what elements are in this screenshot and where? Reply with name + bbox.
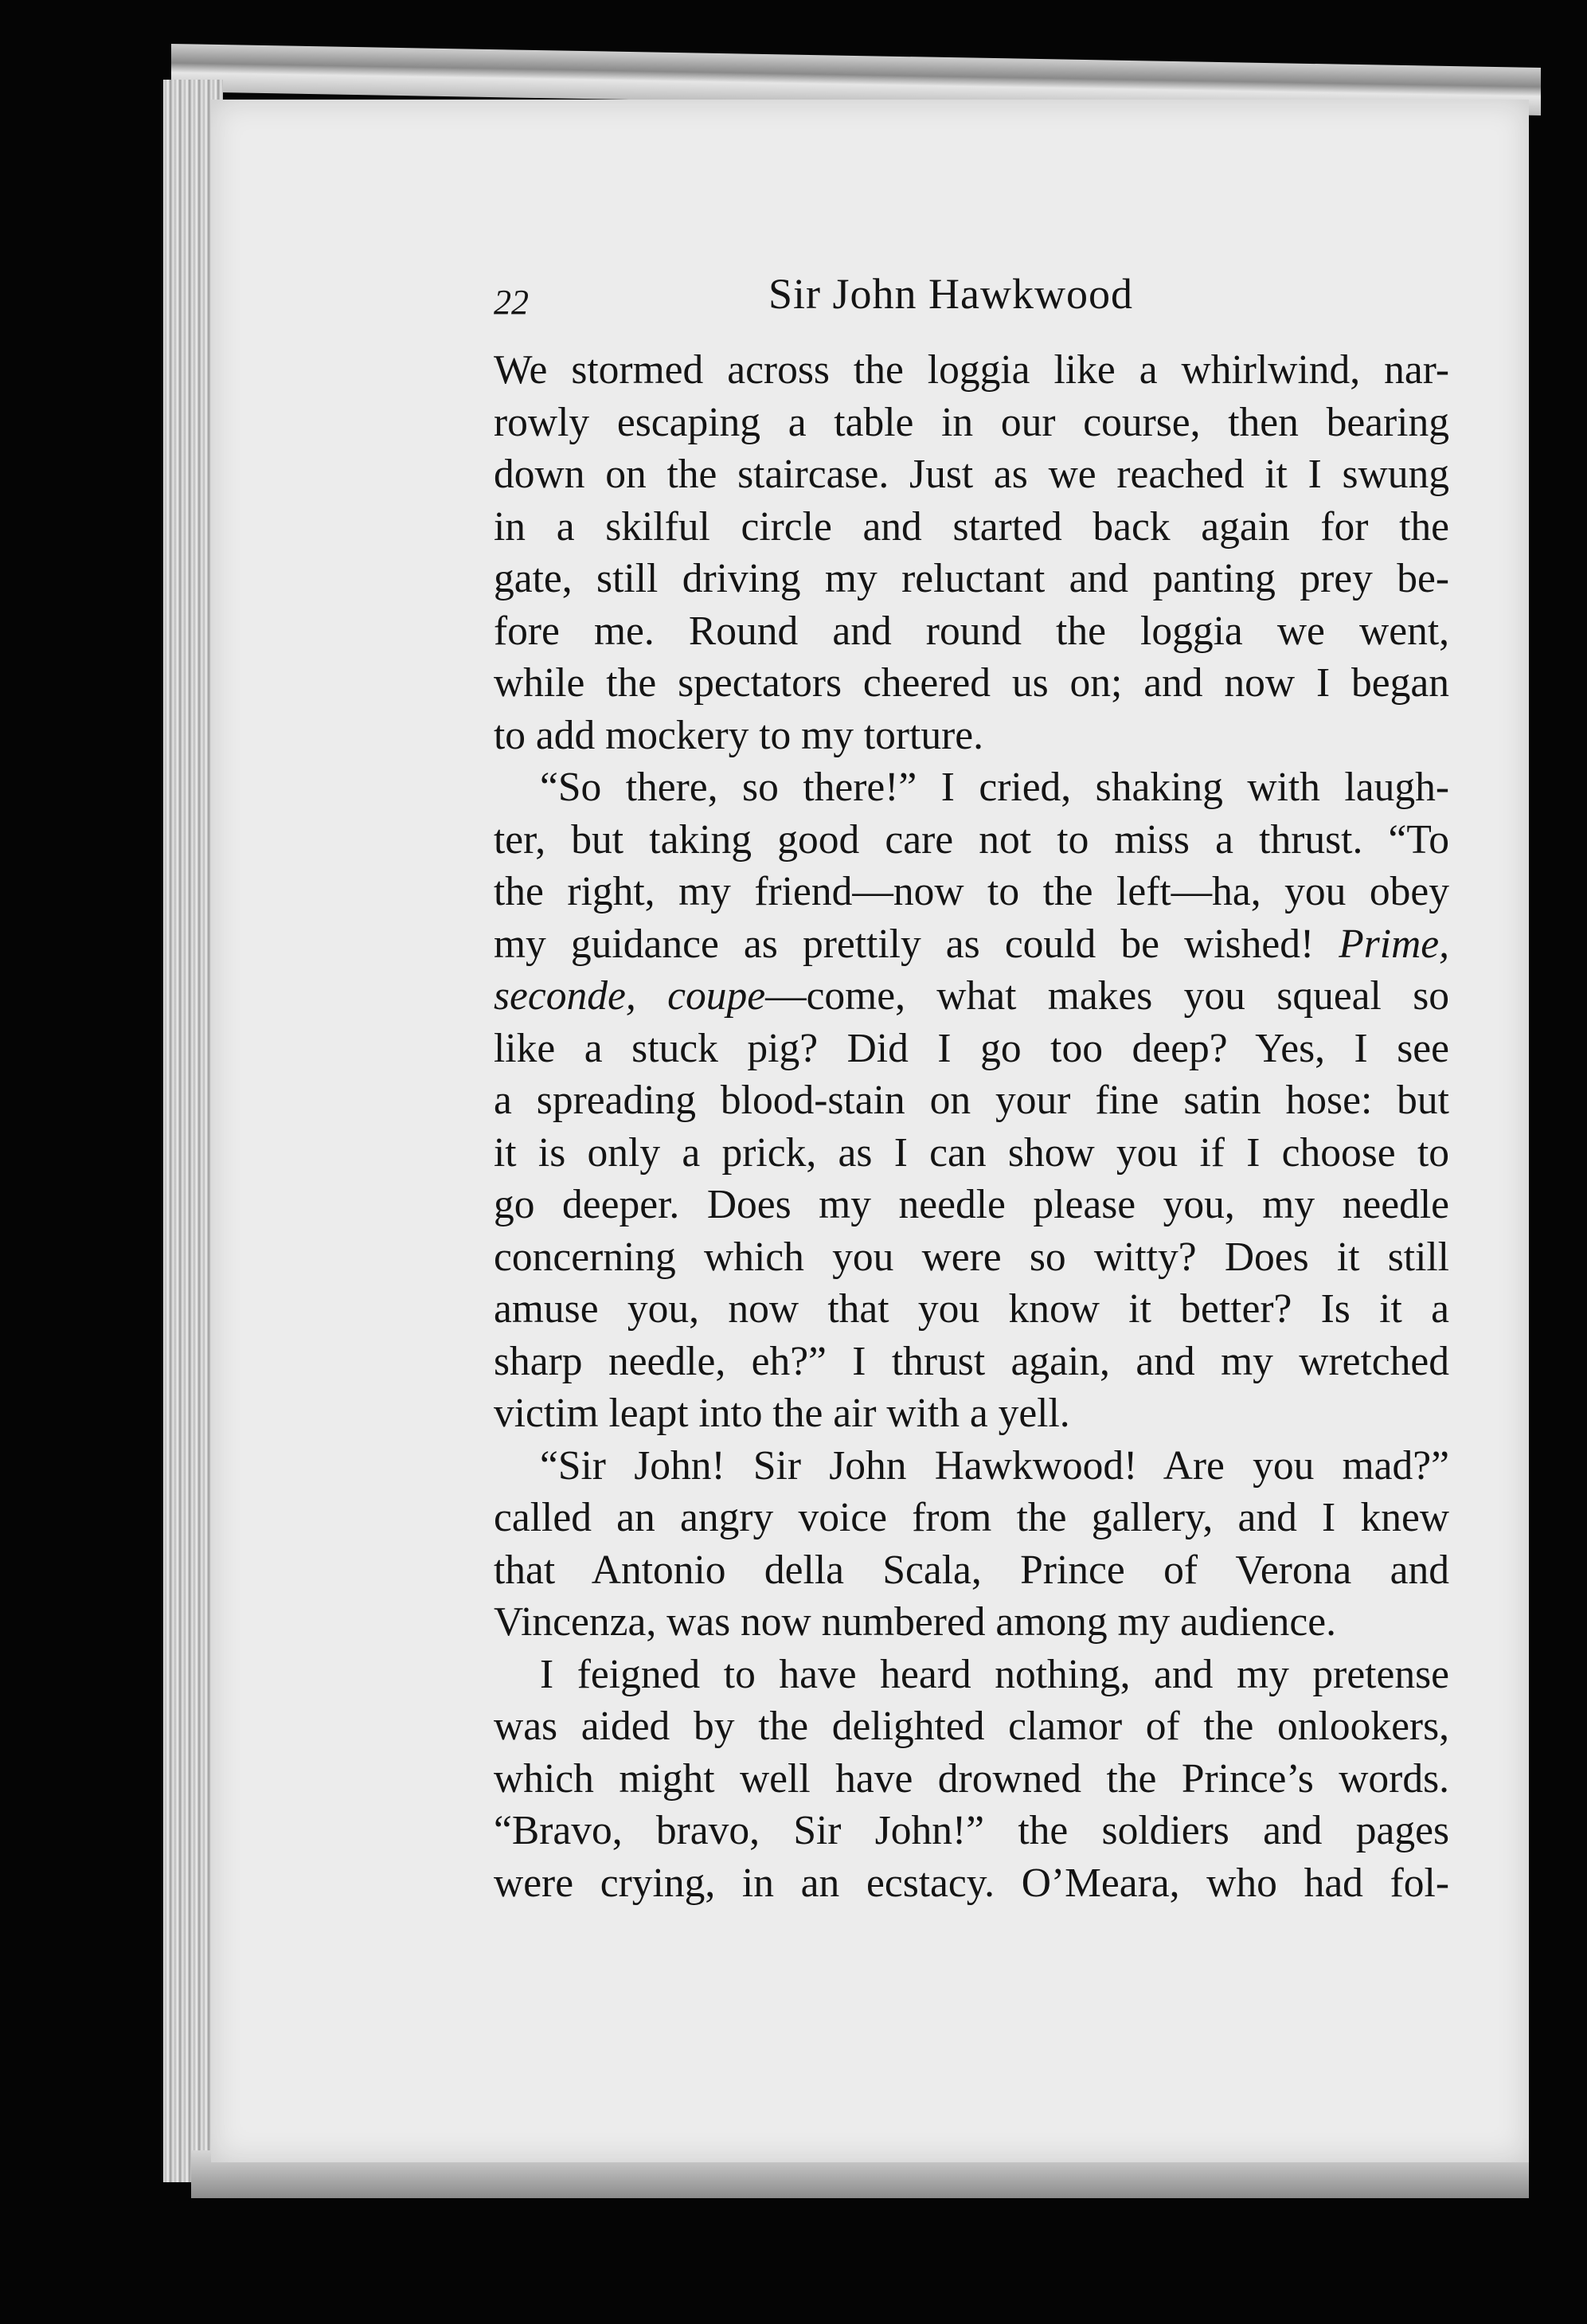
text-line: rowly escaping a table in our course, then bearing (494, 399, 1449, 445)
text-line: like a stuck pig? Did I go too deep? Yes, I see (494, 1025, 1449, 1071)
text-line: it is only a prick, as I can show you if I choose to (494, 1129, 1449, 1176)
text-line: I feigned to have heard nothing, and my pretense (540, 1651, 1449, 1697)
text-line: concerning which you were so witty? Does it still (494, 1234, 1449, 1280)
text-line: while the spectators cheered us on; and now I began (494, 660, 1449, 706)
page-header (494, 269, 1449, 325)
text-line: “So there, so there!” I cried, shaking with laugh- (540, 765, 1449, 810)
body-text (494, 344, 1449, 1909)
text-line-with-italic (494, 918, 1449, 971)
text-line: amuse you, now that you know it better? Is it a (494, 1286, 1449, 1332)
text-line: “Sir John! Sir John Hawkwood! Are you mad?” (540, 1442, 1449, 1489)
text-line: We stormed across the loggia like a whirlwind, nar- (494, 347, 1449, 393)
text-line: “Bravo, bravo, Sir John!” the soldiers and pages (494, 1808, 1449, 1853)
text-line: go deeper. Does my needle please you, my needle (494, 1182, 1449, 1227)
text-line: the right, my friend—now to the left—ha, you obey (494, 869, 1449, 914)
text-segment: my guidance as prettily as could be wished! (494, 921, 1315, 967)
running-title: Sir John Hawkwood (768, 270, 1133, 318)
text-line: gate, still driving my reluctant and panting prey be- (494, 556, 1449, 601)
text-segment: —come, what makes you squeal so (765, 973, 1449, 1019)
text-line: was aided by the delighted clamor of the onlookers, (494, 1704, 1449, 1749)
text-line: Vincenza, was now numbered among my audience. (494, 1599, 1337, 1645)
text-line-with-italic (494, 970, 1449, 1023)
text-line: to add mockery to my torture. (494, 712, 983, 758)
text-line: fore me. Round and round the loggia we went, (494, 608, 1449, 654)
italic-phrase: Prime, (1339, 921, 1450, 967)
text-line: sharp needle, eh?” I thrust again, and my wretched (494, 1338, 1449, 1384)
text-line: victim leapt into the air with a yell. (494, 1391, 1070, 1436)
text-line: down on the staircase. Just as we reached it I swung (494, 452, 1449, 497)
italic-phrase: seconde, coupe (494, 973, 766, 1019)
text-line: in a skilful circle and started back again for the (494, 503, 1449, 550)
text-line: a spreading blood-stain on your fine satin hose: but (494, 1078, 1449, 1123)
text-line: that Antonio della Scala, Prince of Verona and (494, 1547, 1449, 1593)
text-line: called an angry voice from the gallery, and I knew (494, 1495, 1449, 1540)
text-line: ter, but taking good care not to miss a thrust. “To (494, 816, 1449, 863)
text-line: were crying, in an ecstacy. O’Meara, who had fol- (494, 1860, 1449, 1906)
page-number: 22 (494, 283, 529, 322)
text-line: which might well have drowned the Prince’s words. (494, 1755, 1449, 1802)
